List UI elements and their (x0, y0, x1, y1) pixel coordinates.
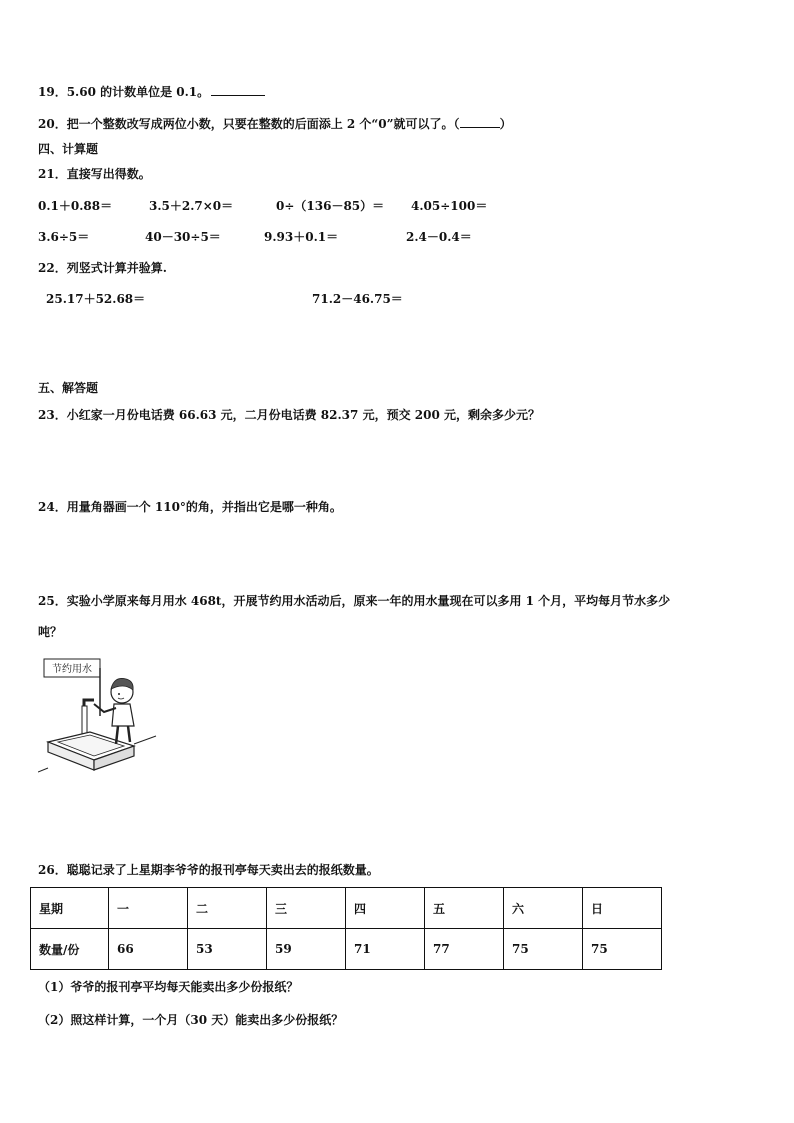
table-cell: 日 (583, 888, 662, 929)
newspaper-sales-table (30, 887, 662, 970)
table-cell: 一 (109, 888, 188, 929)
table-cell: 71 (346, 929, 425, 970)
table-cell: 75 (583, 929, 662, 970)
calc-item: 9.93＋0.1＝ (264, 230, 339, 244)
answer-blank[interactable] (460, 115, 500, 128)
table-cell: 数量/份 (31, 929, 109, 970)
question-23-text: 23．小红家一月份电话费 66.63 元，二月份电话费 82.37 元，预交 200 元，剩余多少元？ (38, 408, 540, 422)
table-cell: 77 (425, 929, 504, 970)
sign-label: 节约用水 (52, 664, 92, 675)
calc-item: 40－30÷5＝ (145, 230, 221, 244)
table-cell: 四 (346, 888, 425, 929)
question-19-text: 19．5.60 的计数单位是 0.1。 (38, 85, 210, 99)
question-20-text: 20．把一个整数改写成两位小数，只要在整数的后面添上 2 个“0”就可以了。（ (38, 117, 460, 131)
table-cell: 五 (425, 888, 504, 929)
vertical-calc-item: 25.17＋52.68＝ (46, 292, 146, 306)
question-24-text: 24．用量角器画一个 110°的角，并指出它是哪一种角。 (38, 500, 342, 514)
section-4-title: 四、计算题 (38, 142, 99, 156)
table-cell: 75 (504, 929, 583, 970)
question-22-prompt: 22．列竖式计算并验算. (38, 261, 167, 275)
calc-item: 4.05÷100＝ (411, 199, 488, 213)
question-20 (38, 115, 512, 132)
table-cell: 星期 (31, 888, 109, 929)
table-row-header (31, 888, 662, 929)
section-5-title: 五、解答题 (38, 381, 99, 395)
question-19 (38, 83, 265, 100)
calc-item: 3.5＋2.7×0＝ (149, 199, 234, 213)
question-26-sub2: （2）照这样计算，一个月（30 天）能卖出多少份报纸？ (38, 1013, 344, 1027)
table-row (31, 929, 662, 970)
table-cell: 66 (109, 929, 188, 970)
table-cell: 六 (504, 888, 583, 929)
question-25-line1: 25．实验小学原来每月用水 468t，开展节约用水活动后，原来一年的用水量现在可以多用 1 个月，平均每月节水多少 (38, 594, 671, 608)
question-25-line2: 吨？ (38, 625, 63, 639)
question-26-text: 26．聪聪记录了上星期李爷爷的报刊亭每天卖出去的报纸数量。 (38, 863, 379, 877)
vertical-calc-item: 71.2－46.75＝ (312, 292, 403, 306)
calc-item: 0÷（136－85）＝ (276, 199, 385, 213)
question-26-sub1: （1）爷爷的报刊亭平均每天能卖出多少份报纸？ (38, 980, 299, 994)
calc-item: 0.1＋0.88＝ (38, 199, 113, 213)
answer-blank[interactable] (211, 83, 265, 96)
calc-item: 2.4－0.4＝ (406, 230, 472, 244)
table-cell: 二 (188, 888, 267, 929)
table-cell: 59 (267, 929, 346, 970)
question-20-close: ） (499, 117, 512, 131)
water-saving-illustration (38, 656, 158, 776)
table-cell: 53 (188, 929, 267, 970)
calc-item: 3.6÷5＝ (38, 230, 90, 244)
table-cell: 三 (267, 888, 346, 929)
boy-faucet-icon (38, 656, 158, 776)
question-21-prompt: 21．直接写出得数。 (38, 167, 151, 181)
